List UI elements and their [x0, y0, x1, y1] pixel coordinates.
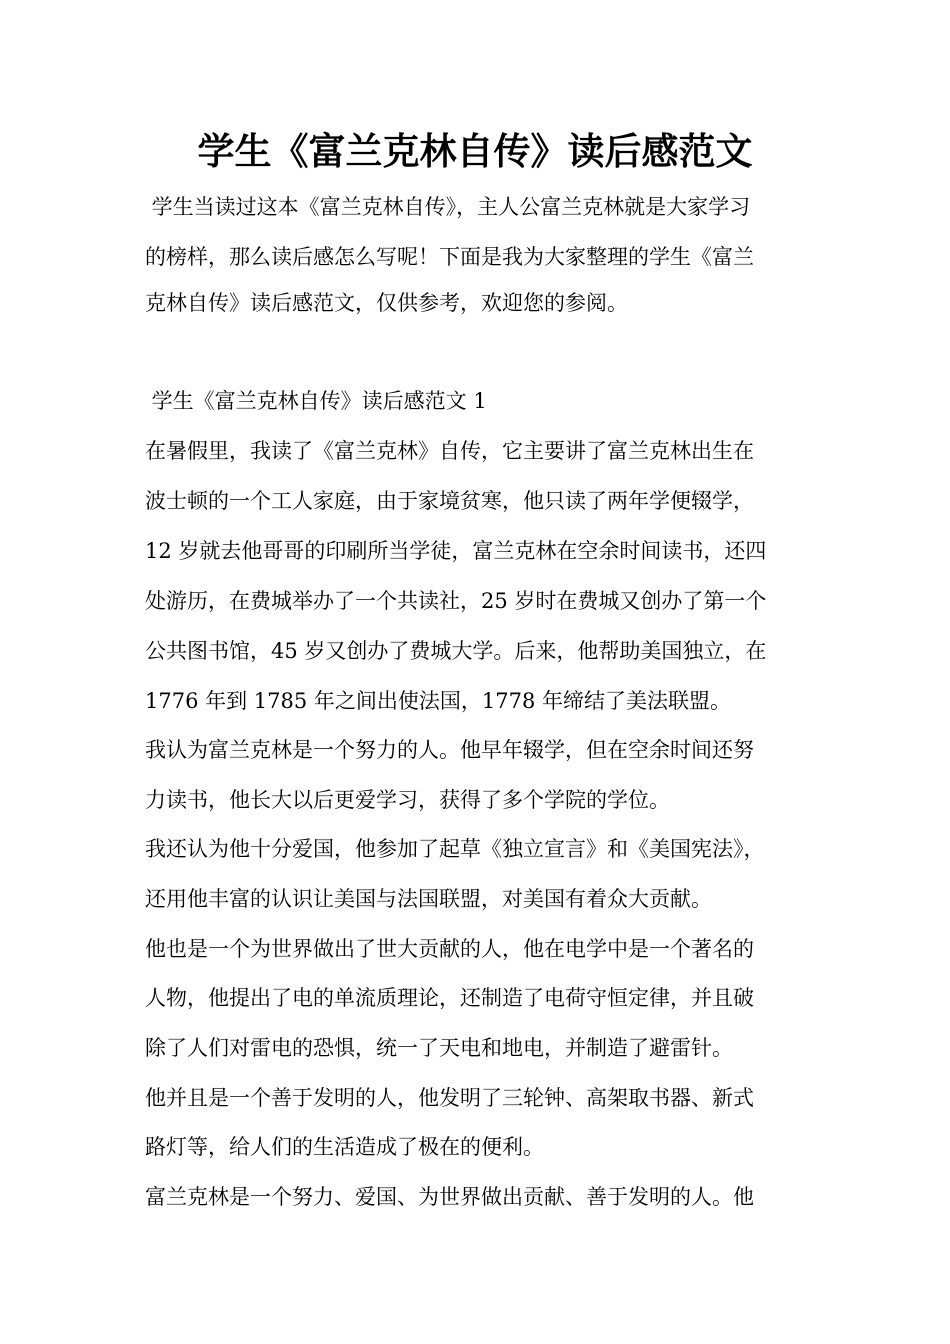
paragraph-line: 人物，他提出了电的单流质理论，还制造了电荷守恒定律，并且破	[145, 986, 754, 1010]
paragraph-line: 我还认为他十分爱国，他参加了起草《独立宣言》和《美国宪法》，	[145, 837, 765, 861]
paragraph-line: 力读书，他长大以后更爱学习，获得了多个学院的学位。	[145, 788, 670, 812]
paragraph-line: 还用他丰富的认识让美国与法国联盟，对美国有着众大贡献。	[145, 887, 712, 911]
paragraph-line: 1776 年到 1785 年之间出使法国，1778 年缔结了美法联盟。	[145, 689, 732, 713]
paragraph-line: 除了人们对雷电的恐惧，统一了天电和地电，并制造了避雷针。	[145, 1036, 733, 1060]
section-heading: 学生《富兰克林自传》读后感范文 1	[145, 389, 487, 413]
paragraph-line: 处游历，在费城举办了一个共读社，25 岁时在费城又创办了第一个	[145, 589, 767, 613]
paragraph-line: 路灯等，给人们的生活造成了极在的便利。	[145, 1135, 544, 1159]
paragraph-line: 公共图书馆，45 岁又创办了费城大学。后来，他帮助美国独立，在	[145, 639, 767, 663]
intro-line-2: 的榜样，那么读后感怎么写呢！下面是我为大家整理的学生《富兰	[145, 245, 754, 269]
intro-line-1: 学生当读过这本《富兰克林自传》，主人公富兰克林就是大家学习	[145, 195, 751, 219]
paragraph-line: 我认为富兰克林是一个努力的人。他早年辍学，但在空余时间还努	[145, 738, 754, 762]
paragraph-line: 在暑假里，我读了《富兰克林》自传，它主要讲了富兰克林出生在	[145, 439, 754, 463]
intro-line-3: 克林自传》读后感范文，仅供参考，欢迎您的参阅。	[145, 291, 628, 315]
paragraph-line: 他并且是一个善于发明的人，他发明了三轮钟、高架取书器、新式	[145, 1086, 754, 1110]
paragraph-line: 富兰克林是一个努力、爱国、为世界做出贡献、善于发明的人。他	[145, 1185, 754, 1209]
document-title: 学生《富兰克林自传》读后感范文	[197, 130, 753, 173]
paragraph-line: 波士顿的一个工人家庭，由于家境贫寒，他只读了两年学便辍学，	[145, 489, 754, 513]
paragraph-line: 12 岁就去他哥哥的印刷所当学徒，富兰克林在空余时间读书，还四	[145, 539, 767, 563]
paragraph-line: 他也是一个为世界做出了世大贡献的人，他在电学中是一个著名的	[145, 937, 754, 961]
